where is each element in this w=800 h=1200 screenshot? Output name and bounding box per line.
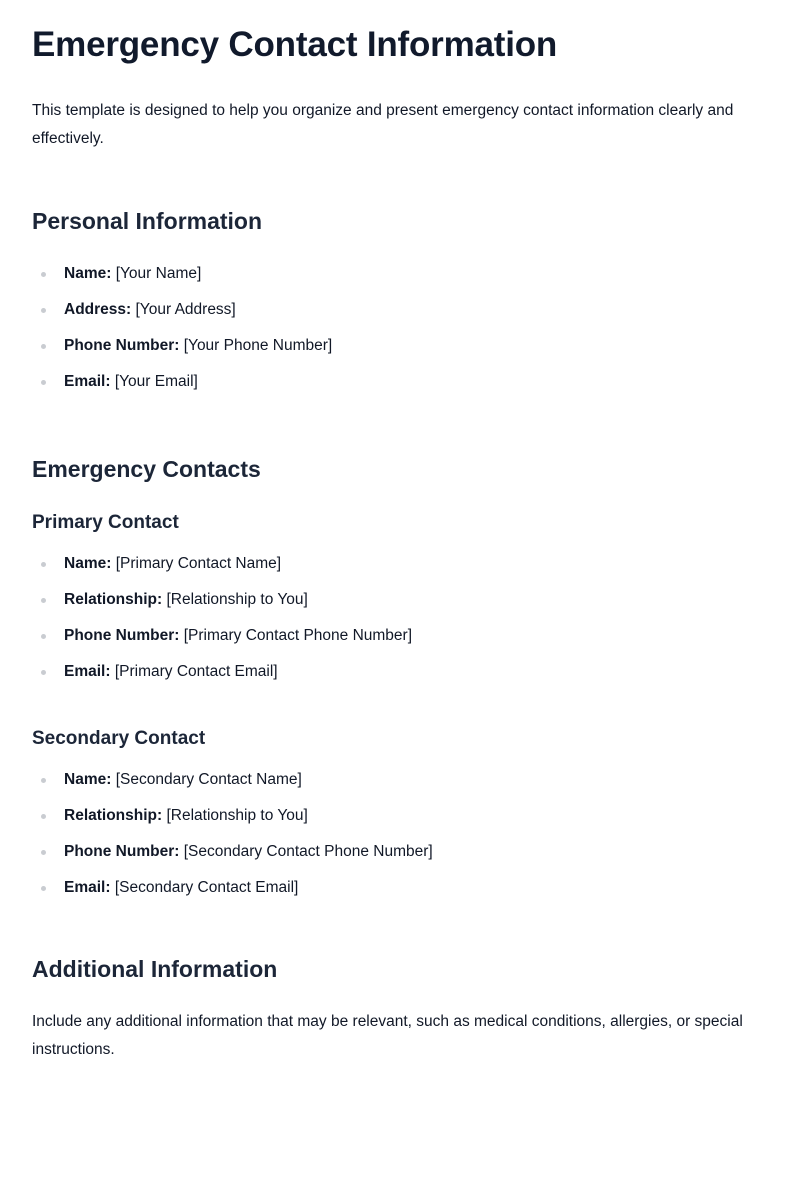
field-value: [Primary Contact Name]: [115, 555, 282, 572]
list-item: [32, 582, 768, 618]
field-label: Name:: [64, 555, 112, 572]
field-label: Email:: [64, 879, 111, 896]
page-title: Emergency Contact Information: [32, 25, 558, 64]
list-item: [32, 292, 768, 328]
secondary-contact-heading: Secondary Contact: [32, 728, 206, 749]
emergency-contacts-heading: Emergency Contacts: [32, 456, 261, 482]
field-label: Relationship:: [64, 807, 163, 824]
field-value: [Secondary Contact Email]: [114, 879, 299, 896]
list-item: [32, 762, 768, 798]
field-label: Name:: [64, 771, 112, 788]
field-value: [Your Address]: [135, 301, 236, 318]
field-value: [Your Phone Number]: [183, 337, 333, 354]
field-label: Email:: [64, 663, 111, 680]
field-label: Phone Number:: [64, 337, 180, 354]
list-item: [32, 328, 768, 364]
field-label: Email:: [64, 373, 111, 390]
list-item: [32, 546, 768, 582]
secondary-contact-list: [32, 762, 768, 906]
field-value: [Primary Contact Phone Number]: [183, 627, 413, 644]
field-label: Name:: [64, 265, 112, 282]
field-value: [Secondary Contact Name]: [115, 771, 302, 788]
list-item: [32, 256, 768, 292]
field-label: Phone Number:: [64, 843, 180, 860]
field-value: [Primary Contact Email]: [114, 663, 278, 680]
list-item: [32, 364, 768, 400]
primary-contact-list: [32, 546, 768, 690]
field-value: [Secondary Contact Phone Number]: [183, 843, 433, 860]
personal-information-heading: Personal Information: [32, 208, 263, 234]
personal-information-list: [32, 256, 768, 400]
field-value: [Relationship to You]: [166, 591, 308, 608]
field-label: Relationship:: [64, 591, 163, 608]
additional-information-heading: Additional Information: [32, 956, 278, 982]
list-item: [32, 654, 768, 690]
list-item: [32, 798, 768, 834]
field-value: [Relationship to You]: [166, 807, 308, 824]
primary-contact-heading: Primary Contact: [32, 512, 179, 533]
intro-paragraph: This template is designed to help you organize and present emergency contact information clearly and effectively.: [32, 102, 734, 147]
field-value: [Your Email]: [114, 373, 198, 390]
field-label: Address:: [64, 301, 132, 318]
list-item: [32, 618, 768, 654]
field-value: [Your Name]: [115, 265, 202, 282]
field-label: Phone Number:: [64, 627, 180, 644]
list-item: [32, 834, 768, 870]
list-item: [32, 870, 768, 906]
additional-information-paragraph: Include any additional information that may be relevant, such as medical conditions, allergies, or special instructions.: [32, 1013, 743, 1058]
